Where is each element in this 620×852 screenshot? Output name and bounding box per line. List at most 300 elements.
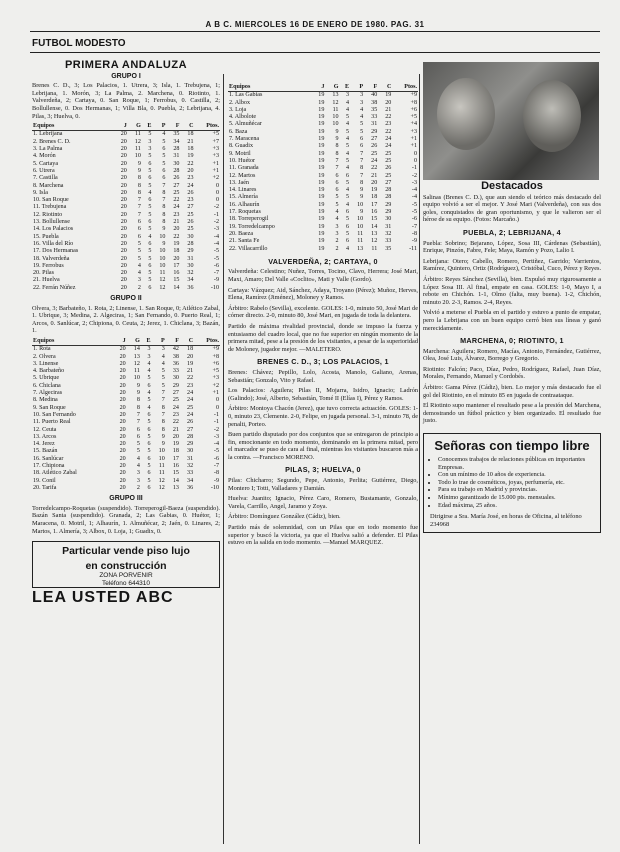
table-cell: 5 <box>137 248 141 255</box>
table-cell: 9. Isla <box>33 189 48 196</box>
table-cell: +9 <box>410 92 417 99</box>
table-row <box>228 187 418 194</box>
table-cell: 28 <box>187 240 194 247</box>
table-cell: 6 <box>147 382 151 389</box>
table-cell: 5 <box>137 255 141 262</box>
list-item: • Conocemos trabajos de relaciones públicas en importantes Empresas. <box>438 456 594 471</box>
table-cell: 25 <box>385 157 392 164</box>
table-cell: 6 <box>148 262 152 269</box>
table-cell: 7 <box>136 411 140 418</box>
table-cell: 10 <box>134 153 141 160</box>
table-cell: 0 <box>413 150 417 157</box>
table-cell: 19 <box>318 157 325 164</box>
table-cell: 27 <box>187 204 194 211</box>
table-cell: 24 <box>385 143 392 150</box>
marchena-p2: Riotinto: Falcón; Paco, Díaz, Pedro, Rodríguez, Rafael, Juan Díaz, Morales, Fernando, Manuel y Cordobés. <box>423 365 601 381</box>
table-cell: 30 <box>172 375 179 382</box>
table-cell: 4 <box>147 390 151 397</box>
table-cell: 19 <box>318 92 325 99</box>
brenes-title: BRENES C. D., 3; LOS PALACIOS, 1 <box>257 357 389 367</box>
table-cell: 28 <box>385 187 392 194</box>
table-cell: 6 <box>137 233 141 240</box>
table-cell: 20 <box>172 433 179 440</box>
table-row <box>32 463 220 470</box>
table-cell: 19 <box>318 150 325 157</box>
table-cell: 19 <box>318 179 325 186</box>
table-cell: +5 <box>410 114 417 121</box>
table-cell: 6 <box>360 143 364 150</box>
brenes-p2: Los Palacios: Aguilera; Pilas II, Mojarra, Isidro, Ignacio; Ladrón (Galindo); José, Alberto, Sebastián, Tomé II (Elías I), Pérez y Ramos. <box>228 387 418 402</box>
table-cell: 6 <box>147 470 151 477</box>
table-cell: 21 <box>187 368 194 375</box>
table-cell: -4 <box>213 240 219 247</box>
table-cell: -9 <box>411 238 417 245</box>
table-cell: 19. Ferrobus <box>33 262 64 269</box>
marchena-p4: El Riotinto supo mantener el resultado pese a la presión del Marchena, demostrando un fútbol práctico y bien organizado. El resultado fue justo. <box>423 402 602 425</box>
table-cell: -4 <box>411 187 417 194</box>
table-cell: 7 <box>360 150 364 157</box>
table-row <box>32 470 220 477</box>
table-cell: 19 <box>318 245 325 252</box>
table-header-cell: Ptos. <box>392 84 418 92</box>
destacados-text: Salinas (Brenes C. D.), que aun siendo el teórico más destacado del equipo volvió a ser el mejor. Y José Mari (Valverdeña), con sus dos goles, conquistados de gran oportunismo, y que le valieron ser el héroe de su equipo. (Fotos: Marcaño.) <box>423 193 601 224</box>
table-header-cell: G <box>325 84 339 92</box>
table-cell: 5 <box>346 157 350 164</box>
table-cell: 21 <box>173 219 180 226</box>
table-cell: 30 <box>187 233 194 240</box>
table-cell: 6 <box>346 223 350 230</box>
table-cell: 4. Albolote <box>229 114 257 121</box>
table-row <box>32 412 220 419</box>
table-cell: 13 <box>332 92 339 99</box>
table-cell: 5 <box>147 463 151 469</box>
table-cell: 7. Castilla <box>33 175 58 182</box>
table-cell: 20 <box>120 233 127 240</box>
table-cell: 10 <box>357 201 364 208</box>
player-photo-right <box>523 80 581 152</box>
table-cell: 10 <box>332 121 339 128</box>
table-cell: 10 <box>159 255 166 262</box>
table-cell: 15. Bazán <box>33 448 58 455</box>
table-cell: 4 <box>346 121 350 128</box>
table-cell: 14. Jerez <box>33 441 55 448</box>
table-row <box>32 390 220 397</box>
table-cell: 20. Baeza <box>229 230 254 237</box>
table-cell: 30 <box>173 160 180 167</box>
table-cell: 20 <box>119 390 126 397</box>
table-cell: 3 <box>147 346 151 353</box>
table-cell: 6 <box>147 441 151 448</box>
table-cell: 12 <box>159 277 166 284</box>
table-cell: 30 <box>187 262 194 269</box>
table-cell: 10 <box>332 114 339 121</box>
table-row <box>32 383 220 390</box>
section-title: FUTBOL MODESTO <box>32 38 126 49</box>
table-cell: 8 <box>136 404 140 411</box>
table-row <box>32 226 220 233</box>
table-cell: 13 <box>172 484 179 491</box>
table-cell: 10 <box>158 448 165 455</box>
table-cell: -2 <box>411 172 417 179</box>
table-cell: 29 <box>371 128 378 135</box>
table-cell: 19 <box>318 121 325 128</box>
table-row <box>32 397 220 404</box>
table-cell: 11 <box>158 463 165 469</box>
table-cell: 11 <box>357 230 364 237</box>
table-cell: 4 <box>335 209 339 216</box>
list-item: • Con un mínimo de 10 años de experiencia. <box>438 471 594 479</box>
table-cell: 7 <box>137 197 141 204</box>
table-cell: 4 <box>346 187 350 194</box>
table-cell: 14. Los Palacios <box>33 226 74 233</box>
table-cell: 24 <box>172 404 179 411</box>
table-cell: -9 <box>213 277 219 284</box>
table-cell: -6 <box>213 455 219 462</box>
table-cell: 20 <box>173 226 180 233</box>
table-cell: 15. Puebla <box>33 233 59 240</box>
table-cell: 8 <box>137 182 141 189</box>
table-cell: 5 <box>346 179 350 186</box>
table-cell: 26 <box>187 189 194 196</box>
table-cell: 33 <box>371 114 378 121</box>
table-cell: 6. Utrera <box>33 167 55 174</box>
table-cell: 30 <box>385 216 392 223</box>
table-cell: 10 <box>159 248 166 255</box>
table-row <box>228 224 418 231</box>
column-divider-2 <box>419 74 420 844</box>
table-cell: 19 <box>318 106 325 113</box>
table-row <box>32 168 220 175</box>
table-header-cell: G <box>127 338 141 346</box>
table-cell: 3 <box>335 230 339 237</box>
table-cell: -2 <box>213 219 219 226</box>
table-row <box>32 270 220 277</box>
table-cell: 20 <box>119 382 126 389</box>
table-cell: 5 <box>136 441 140 448</box>
table-cell: 7 <box>335 157 339 164</box>
table-cell: -6 <box>213 262 219 269</box>
table-cell: +8 <box>212 353 219 360</box>
table-cell: 6. Chiclana <box>33 382 61 389</box>
table-cell: 5 <box>147 397 151 404</box>
table-cell: 20 <box>120 219 127 226</box>
table-cell: 19 <box>371 187 378 194</box>
table-cell: 22 <box>173 233 180 240</box>
table-cell: 17 <box>371 201 378 208</box>
table-cell: 11 <box>134 146 141 153</box>
table-header-cell: J <box>112 338 126 346</box>
pilas-p1: Pilas: Chicharro; Segundo, Pepe, Antonio, Perlita; Gutiérrez, Diego, Montero I; Totti, Valladares y Damián. <box>228 477 418 492</box>
table-header-cell: G <box>128 123 142 131</box>
table-row <box>228 173 418 180</box>
table-cell: 20 <box>120 131 127 138</box>
table-cell: 21 <box>187 138 194 145</box>
table-cell: 0 <box>215 182 219 189</box>
apartment-ad-line2: en construcción <box>85 560 167 573</box>
table-cell: +2 <box>212 175 219 182</box>
table-cell: 28 <box>187 433 194 440</box>
table-header-cell: Ptos. <box>194 123 220 131</box>
table-cell: 20 <box>120 189 127 196</box>
table-row <box>32 139 220 146</box>
table-cell: 5 <box>346 128 350 135</box>
table-row <box>32 197 220 204</box>
table-cell: 29 <box>385 201 392 208</box>
table-cell: 3 <box>360 99 364 106</box>
table-cell: 5 <box>148 153 152 160</box>
table-cell: 22 <box>172 419 179 426</box>
table-cell: 34 <box>173 138 180 145</box>
table-row <box>32 204 220 211</box>
table-header-cell: E <box>339 84 350 92</box>
table-cell: 0 <box>215 397 219 404</box>
table-row <box>32 405 220 412</box>
table-cell: 24 <box>187 397 194 404</box>
table-cell: 20 <box>371 179 378 186</box>
table-cell: 20 <box>119 397 126 404</box>
table-row <box>32 285 220 292</box>
table-cell: 20 <box>119 433 126 440</box>
table-cell: 33 <box>172 368 179 375</box>
table-cell: +5 <box>212 131 219 138</box>
table-cell: 16 <box>173 270 180 277</box>
table-cell: 6 <box>162 167 166 174</box>
table-cell: +3 <box>212 153 219 160</box>
table-cell: 10. San Roque <box>33 197 69 204</box>
table-cell: 8 <box>335 143 339 150</box>
table-cell: 7 <box>162 182 166 189</box>
table-header-cell: F <box>364 84 378 92</box>
table-cell: 6 <box>147 426 151 433</box>
table-cell: 29 <box>187 441 194 448</box>
table-cell: 2 <box>137 284 141 291</box>
table-cell: 5 <box>346 114 350 121</box>
table-cell: 20 <box>119 448 126 455</box>
table-cell: 1. Lebrijana <box>33 131 63 138</box>
table-cell: 6 <box>346 172 350 179</box>
table-cell: 20 <box>120 175 127 182</box>
table-header-cell: P <box>152 338 166 346</box>
table-cell: -3 <box>213 433 219 440</box>
table-cell: 20. Pilas <box>33 270 54 277</box>
table-cell: -5 <box>411 201 417 208</box>
table-cell: 32 <box>385 230 392 237</box>
table-cell: 20 <box>119 353 126 360</box>
table-cell: 27 <box>385 179 392 186</box>
table-cell: 23 <box>187 197 194 204</box>
table-cell: 31 <box>187 255 194 262</box>
table-cell: -7 <box>213 270 219 277</box>
table-cell: 19 <box>318 114 325 121</box>
header-rule <box>30 31 600 32</box>
table-cell: 9. Motril <box>229 150 251 157</box>
table-row <box>32 190 220 197</box>
table-cell: 20 <box>119 426 126 433</box>
table-cell: 20 <box>119 441 126 448</box>
table-header-cell: F <box>166 123 180 131</box>
table-cell: 2. Albox <box>229 99 250 106</box>
table-header-row <box>32 123 220 131</box>
table-cell: 8 <box>162 211 166 218</box>
table-header-cell: E <box>141 338 152 346</box>
table-cell: 17. Dos Hermanas <box>33 248 79 255</box>
table-cell: 19 <box>318 216 325 223</box>
table-cell: 4. Morón <box>33 153 56 160</box>
table-cell: 10 <box>133 375 140 382</box>
table-cell: 6 <box>148 175 152 182</box>
table-row <box>228 194 418 201</box>
table-cell: 25 <box>187 211 194 218</box>
table-cell: 11. Trebujena <box>33 204 67 211</box>
table-cell: 2 <box>136 484 140 491</box>
table-row <box>32 248 220 255</box>
table-cell: 5 <box>148 226 152 233</box>
table-cell: 22 <box>173 197 180 204</box>
table-cell: 4 <box>346 99 350 106</box>
table-cell: -2 <box>213 426 219 433</box>
table-cell: 33 <box>187 470 194 477</box>
table-cell: 21. Huelva <box>33 277 60 284</box>
table-cell: 5 <box>137 240 141 247</box>
table-cell: 15. Almería <box>229 194 258 201</box>
table-row <box>32 146 220 153</box>
brenes-p1: Brenes: Chávez; Pepillo, Lolo, Acosta, Manolo, Galiano, Arenas, Sebastián; Gonzalo, Vito y Rafael. <box>228 368 418 384</box>
table-cell: -7 <box>213 463 219 469</box>
table-cell: 4 <box>147 404 151 411</box>
table-cell: 29 <box>172 382 179 389</box>
table-cell: 12 <box>134 138 141 145</box>
table-cell: 6 <box>148 160 152 167</box>
table-row <box>228 158 418 165</box>
senoras-ad-list <box>430 456 594 509</box>
table-cell: 7. Algeciras <box>33 390 63 397</box>
table-cell: 9 <box>137 160 141 167</box>
table-cell: -6 <box>411 216 417 223</box>
table-cell: -3 <box>411 179 417 186</box>
marchena-p1: Marchena: Aguilera; Romero, Macías, Antonio, Fernández, Gutiérrez, Olea, José Luis, Álvarez, Borrego y Gregorio. <box>423 347 601 363</box>
table-cell: 4 <box>346 150 350 157</box>
table-cell: 5 <box>360 128 364 135</box>
table-cell: 19 <box>318 143 325 150</box>
table-cell: 4 <box>161 360 165 367</box>
table-cell: 38 <box>172 353 179 360</box>
table-cell: 14 <box>173 284 180 291</box>
table-cell: 24 <box>187 390 194 397</box>
table-header-cell: C <box>180 338 194 346</box>
table-cell: 17. Chipiona <box>33 463 65 469</box>
grupo1-title: GRUPO I <box>111 72 141 80</box>
table-cell: 5 <box>148 248 152 255</box>
table-cell: 6 <box>148 240 152 247</box>
table-cell: 26 <box>371 143 378 150</box>
table-cell: 5 <box>147 375 151 382</box>
table-cell: 27 <box>371 136 378 143</box>
table-cell: 5 <box>346 230 350 237</box>
table-cell: 11 <box>158 470 165 477</box>
table-cell: 27 <box>172 390 179 397</box>
table-cell: 18 <box>172 448 179 455</box>
table-row <box>32 277 220 284</box>
table-cell: 8 <box>162 219 166 226</box>
table-cell: 21 <box>172 426 179 433</box>
table-cell: 18 <box>187 146 194 153</box>
table-row <box>32 361 220 368</box>
puebla-p4: Volvió a meterse el Puebla en el partido y estuvo a punto de empatar, pero la Lebrijana con un buen equipo cerró bien sus líneas y ganó merecidamente. <box>423 309 601 332</box>
table-cell: 8 <box>137 189 141 196</box>
table-cell: 4 <box>137 270 141 277</box>
table-cell: -4 <box>213 441 219 448</box>
table-cell: +1 <box>410 136 417 143</box>
table-cell: 18 <box>187 131 194 138</box>
table-cell: 11 <box>159 270 166 277</box>
table-header-cell: Ptos. <box>194 338 220 346</box>
table-cell: 40 <box>371 92 378 99</box>
table-row <box>228 114 418 121</box>
table-cell: 19 <box>187 360 194 367</box>
table-cell: 19 <box>173 240 180 247</box>
table-cell: 20 <box>120 284 127 291</box>
table-cell: -3 <box>213 226 219 233</box>
table-cell: 31 <box>187 455 194 462</box>
table-cell: 5 <box>148 255 152 262</box>
table-cell: 13. Bollullense <box>33 219 70 226</box>
table-cell: 0 <box>215 404 219 411</box>
table-cell: 3 <box>148 138 152 145</box>
table-row <box>32 234 220 241</box>
pilas-p2: Huelva: Juanito; Ignacio, Pérez Caro, Romero, Bustamante, Gonzalo, Varela, Carrillo, Angel, Jaramo y Zoya. <box>228 495 418 510</box>
table-cell: 13. Jaén <box>229 179 249 186</box>
table-cell: -4 <box>411 194 417 201</box>
table-cell: 22 <box>371 165 378 172</box>
table-cell: 9 <box>162 226 166 233</box>
table-cell: 9 <box>161 433 165 440</box>
table-cell: 4 <box>162 131 166 138</box>
table-cell: 5 <box>162 160 166 167</box>
valverdena-p4: Partido de máxima rivalidad provincial, donde se impuso la fuerza y entusiasmo del cuadro local, que no fue superior en ningún momento de la primera mitad, pese a la presión de los visitantes, a pesar de la superioridad de Moloney, jugador mejor. —MALETERO. <box>228 322 418 353</box>
puebla-title: PUEBLA, 2; LEBRIJANA, 4 <box>463 227 561 237</box>
table-cell: 19 <box>318 165 325 172</box>
table-cell: 26 <box>385 165 392 172</box>
table-cell: 26 <box>187 419 194 426</box>
table-cell: 5 <box>161 375 165 382</box>
table-cell: 12 <box>159 284 166 291</box>
grupo3-table <box>228 84 418 253</box>
table-row <box>228 92 418 100</box>
table-cell: 10 <box>357 216 364 223</box>
table-cell: 34 <box>187 277 194 284</box>
table-cell: 5 <box>161 368 165 375</box>
puebla-p3: Árbitro: Reyes Sánchez (Sevilla), bien. Expulsó muy rigurosamente a López Sosa III. Al final, empate en casa. GOLES: 1-0, Mayo I, a rebote en Chichón. 1-1, Olmo (falta, muy buena). 1-2, Chichón, minuto 20. 2-3, Ramos. 2-4, Reyes. <box>423 275 601 306</box>
table-cell: 12. Ceuta <box>33 426 57 433</box>
table-cell: 7. Maracena <box>229 136 260 143</box>
table-cell: 20 <box>187 353 194 360</box>
player-photo-left <box>437 78 495 150</box>
table-header-cell: F <box>166 338 180 346</box>
table-row <box>228 231 418 238</box>
table-row <box>228 100 418 107</box>
table-cell: 27 <box>173 182 180 189</box>
table-cell: 4 <box>346 165 350 172</box>
table-cell: 11. Puerto Real <box>33 419 71 426</box>
table-cell: 20 <box>120 138 127 145</box>
table-cell: 27 <box>187 426 194 433</box>
table-cell: +8 <box>410 99 417 106</box>
table-cell: 21 <box>371 172 378 179</box>
table-cell: 6 <box>136 426 140 433</box>
table-row <box>32 241 220 248</box>
table-cell: 1. Rota <box>33 346 51 353</box>
table-cell: 35 <box>385 245 392 252</box>
